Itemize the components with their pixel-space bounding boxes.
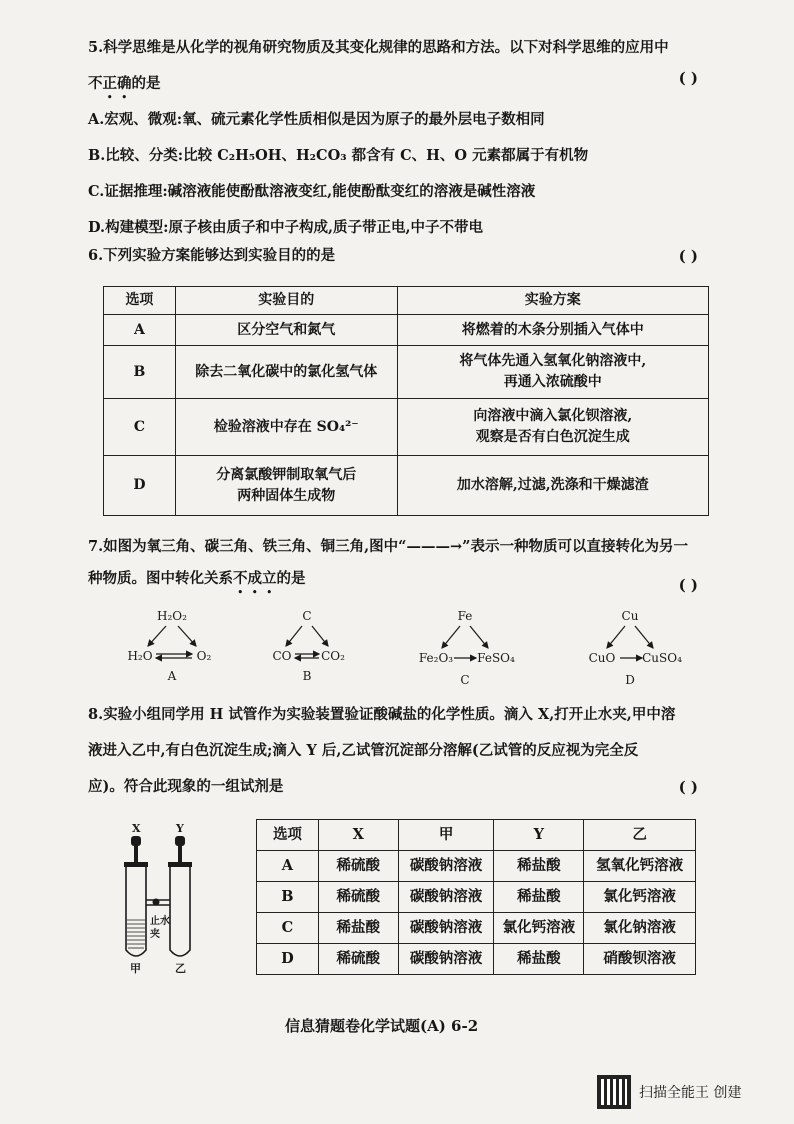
q5-option-c: C.证据推理:碱溶液能使酚酞溶液变红,能使酚酞变红的溶液是碱性溶液 — [88, 183, 536, 200]
tube-jia-label: 甲 — [130, 962, 141, 975]
table-cell: 稀硫酸 — [318, 944, 398, 975]
q6-row-option: B — [104, 346, 176, 399]
q6-header-plan: 实验方案 — [397, 287, 708, 315]
table-cell: 氯化钠溶液 — [584, 913, 696, 944]
table-cell: 硝酸钡溶液 — [584, 944, 696, 975]
clamp-label-1: 止水 — [150, 916, 170, 927]
q8-header-option: 选项 — [257, 820, 319, 851]
q7-emph-2: 成 — [247, 570, 262, 587]
q6-row-option: C — [104, 399, 176, 456]
q6-row-goal — [175, 456, 397, 516]
dropper-y-stem — [178, 846, 182, 864]
q5-emph-1: 正 — [102, 75, 117, 92]
table-cell: 碳酸钠溶液 — [398, 851, 494, 882]
q8-header-y: Y — [494, 820, 584, 851]
tube-yi-label: 乙 — [175, 962, 186, 975]
table-cell: 稀盐酸 — [318, 913, 398, 944]
dropper-x-stem — [134, 846, 138, 864]
q8-header-jia: 甲 — [398, 820, 494, 851]
q8-header-row — [257, 820, 696, 851]
q6-row-plan: 将燃着的木条分别插入气体中 — [397, 315, 708, 346]
q6-row-plan — [397, 399, 708, 456]
h-tube-apparatus — [118, 820, 218, 975]
tube-yi — [170, 864, 190, 956]
q6-goal-line2: 两种固体生成物 — [237, 487, 336, 504]
tri-d-arrow-left — [607, 626, 625, 648]
table-cell: D — [257, 944, 319, 975]
question-6 — [88, 246, 728, 266]
q7-answer-paren: ( ) — [678, 576, 698, 594]
q6-stem: 6.下列实验方案能够达到实验目的的是 — [88, 247, 336, 264]
q7-emph-3: 立 — [262, 570, 277, 587]
table-cell: A — [257, 851, 319, 882]
table-cell: B — [257, 882, 319, 913]
q5-line2 — [88, 74, 728, 94]
table-cell: 氯化钙溶液 — [494, 913, 584, 944]
table-cell: 稀盐酸 — [494, 944, 584, 975]
q6-header-option: 选项 — [104, 287, 176, 315]
qr-code-icon — [597, 1075, 631, 1109]
table-cell: 稀盐酸 — [494, 882, 584, 913]
q6-row-option: D — [104, 456, 176, 516]
q6-row-goal: 检验溶液中存在 SO₄²⁻ — [175, 399, 397, 456]
q7-triangles-diagram — [120, 600, 720, 695]
q6-plan-line1: 将气体先通入氢氧化钠溶液中, — [459, 353, 647, 369]
q5-option-b: B.比较、分类:比较 C₂H₅OH、H₂CO₃ 都含有 C、H、O 元素都属于有机物 — [88, 147, 589, 164]
dropper-y-bulb — [175, 836, 185, 846]
tri-b-label: B — [302, 669, 312, 683]
table-cell: 碳酸钠溶液 — [398, 944, 494, 975]
table-cell: 碳酸钠溶液 — [398, 882, 494, 913]
question-8 — [88, 705, 728, 797]
question-5 — [88, 38, 728, 238]
q6-plan-line1: 向溶液中滴入氯化钡溶液, — [473, 408, 633, 424]
q6-row-d — [104, 456, 709, 516]
table-cell: 氢氧化钙溶液 — [584, 851, 696, 882]
liquid-jia — [127, 920, 145, 948]
tri-b-left: CO — [272, 649, 292, 663]
q6-row-goal: 除去二氧化碳中的氯化氢气体 — [175, 346, 397, 399]
table-cell: 稀硫酸 — [318, 851, 398, 882]
q8-line3: 应)。符合此现象的一组试剂是 — [88, 778, 284, 795]
tri-c-left: Fe₂O₃ — [418, 651, 454, 665]
tri-d-label: D — [625, 673, 635, 687]
clamp-label-2: 夹 — [150, 929, 160, 940]
tri-c-top: Fe — [457, 609, 473, 623]
tri-b-top: C — [302, 609, 312, 623]
tri-a-top: H₂O₂ — [157, 609, 187, 623]
q6-plan-line2: 观察是否有白色沉淀生成 — [475, 429, 630, 445]
q7-line2 — [88, 569, 728, 589]
tri-c-label: C — [460, 673, 470, 687]
dropper-x-bulb — [131, 836, 141, 846]
scanner-watermark-text: 扫描全能王 创建 — [639, 1085, 742, 1101]
q7-line1: 7.如图为氧三角、碳三角、铁三角、铜三角,图中“———→”表示一种物质可以直接转化为另一 — [88, 538, 689, 555]
table-cell: 稀硫酸 — [318, 882, 398, 913]
tri-d-left: CuO — [588, 651, 616, 665]
q6-table — [103, 286, 709, 516]
q5-emph-2: 确 — [117, 75, 132, 92]
tri-d-arrow-right — [635, 626, 653, 648]
q8-row-a — [257, 851, 696, 882]
stopper-jia — [124, 862, 148, 867]
q8-line1: 8.实验小组同学用 H 试管作为实验装置验证酸碱盐的化学性质。滴入 X,打开止水夹,甲中溶 — [88, 706, 676, 723]
q6-answer-paren: ( ) — [678, 247, 698, 265]
tri-c-arrow-left — [442, 626, 460, 648]
q6-row-c — [104, 399, 709, 456]
q8-table — [256, 819, 696, 975]
scanner-watermark — [597, 1075, 741, 1109]
q8-line2: 液进入乙中,有白色沉淀生成;滴入 Y 后,乙试管沉淀部分溶解(乙试管的反应视为完全反 — [88, 742, 639, 759]
q6-row-goal: 区分空气和氮气 — [175, 315, 397, 346]
stopper-yi — [168, 862, 192, 867]
q6-plan-line2: 再通入浓硫酸中 — [503, 374, 602, 390]
q5-line2-post: 的是 — [131, 75, 161, 92]
apparatus-x-label: X — [132, 822, 141, 835]
q7-line2-pre: 种物质。图中转化关系 — [88, 570, 233, 587]
q8-row-b — [257, 882, 696, 913]
apparatus-y-label: Y — [176, 822, 184, 835]
table-cell: C — [257, 913, 319, 944]
question-7 — [88, 537, 728, 594]
tri-a-arrow-right — [178, 626, 196, 646]
q6-row-b — [104, 346, 709, 399]
clamp-icon — [153, 899, 160, 906]
tri-b-arrow-left — [286, 626, 302, 646]
q8-row-d — [257, 944, 696, 975]
q7-emph-1: 不 — [233, 570, 248, 587]
tri-c-arrow-right — [470, 626, 488, 648]
tri-d-right: CuSO₄ — [642, 651, 682, 665]
tri-b-right: CO₂ — [321, 649, 345, 663]
q8-row-c — [257, 913, 696, 944]
table-cell: 氯化钙溶液 — [584, 882, 696, 913]
q6-row-plan: 加水溶解,过滤,洗涤和干燥滤渣 — [397, 456, 708, 516]
tri-a-right: O₂ — [196, 649, 212, 663]
page-footer: 信息猜题卷化学试题(A) 6-2 — [285, 1017, 479, 1035]
table-cell: 稀盐酸 — [494, 851, 584, 882]
q8-header-x: X — [318, 820, 398, 851]
q7-line2-post: 的是 — [276, 570, 306, 587]
q6-header-goal: 实验目的 — [175, 287, 397, 315]
table-cell: 碳酸钠溶液 — [398, 913, 494, 944]
q6-row-a — [104, 315, 709, 346]
q5-answer-paren: ( ) — [678, 69, 698, 87]
q5-option-d: D.构建模型:原子核由质子和中子构成,质子带正电,中子不带电 — [88, 219, 484, 236]
q6-row-option: A — [104, 315, 176, 346]
q5-line1: 5.科学思维是从化学的视角研究物质及其变化规律的思路和方法。以下对科学思维的应用中 — [88, 39, 669, 56]
q8-header-yi: 乙 — [584, 820, 696, 851]
tube-jia — [126, 864, 146, 956]
q5-option-a: A.宏观、微观:氧、硫元素化学性质相似是因为原子的最外层电子数相同 — [88, 111, 545, 128]
q6-goal-line1: 分离氯酸钾制取氧气后 — [216, 466, 357, 483]
tri-b-arrow-right — [312, 626, 328, 646]
tri-a-arrow-left — [148, 626, 166, 646]
q6-header-row — [104, 287, 709, 315]
tri-a-label: A — [167, 669, 177, 683]
q6-row-plan — [397, 346, 708, 399]
tri-d-top: Cu — [621, 609, 639, 623]
q5-line2-pre: 不 — [88, 75, 103, 92]
tri-a-left: H₂O — [127, 649, 153, 663]
q8-answer-paren: ( ) — [678, 778, 698, 796]
tri-c-right: FeSO₄ — [477, 651, 515, 665]
